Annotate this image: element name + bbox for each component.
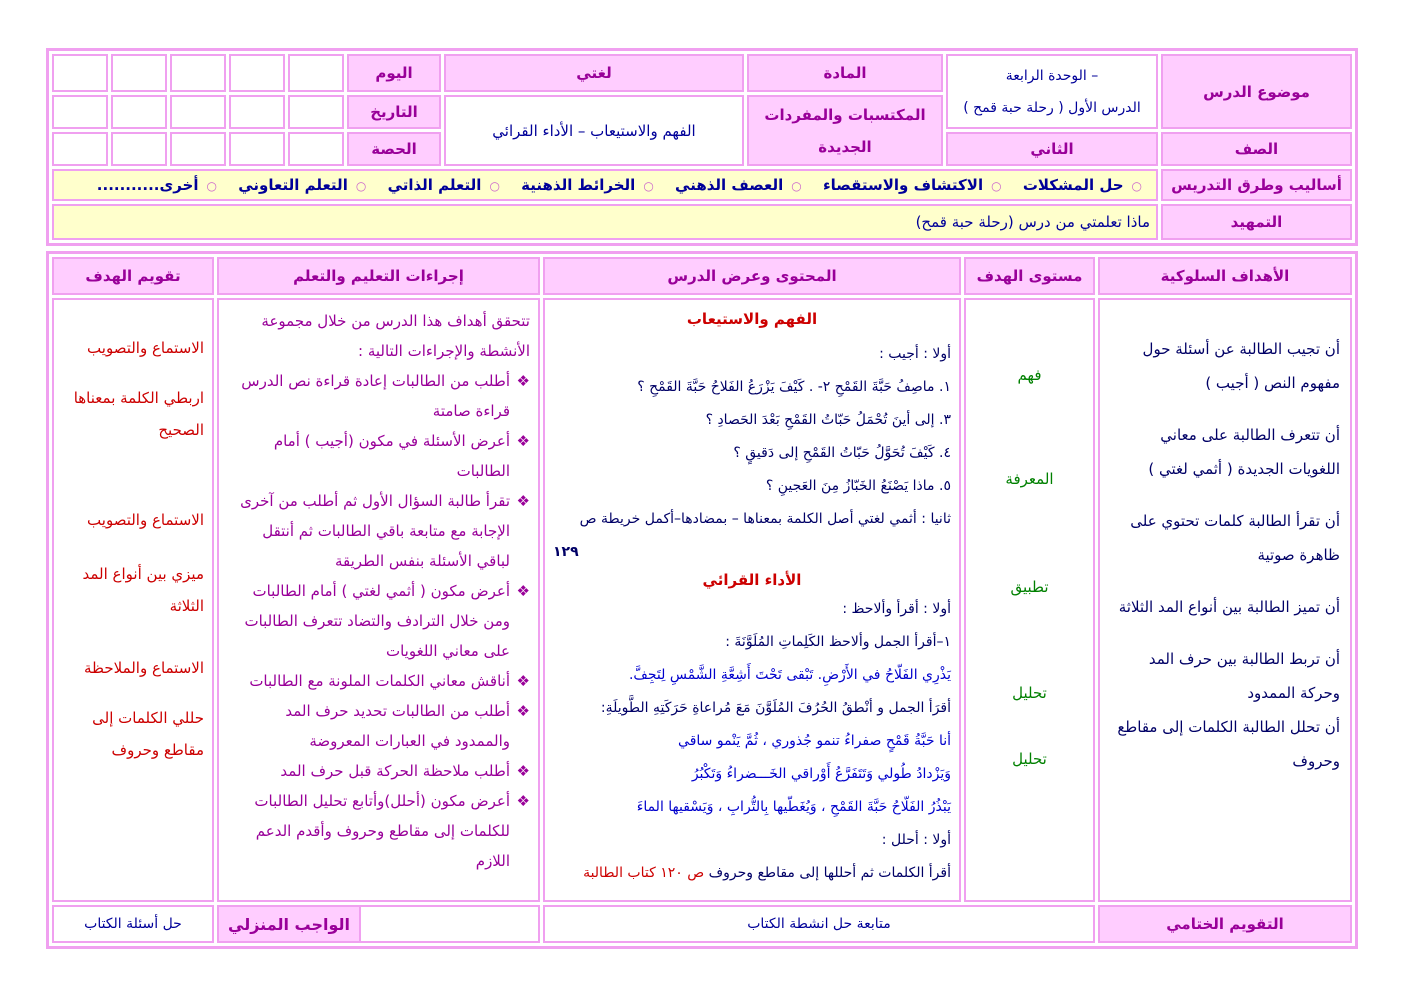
objective-item: أن تربط الطالبة بين حرف المد وحركة الممدود [1148, 650, 1340, 702]
content-line: يَذْرِي الفَلّاحُ في الأَرْضِ. تَبْقى تَحْتَ أَشِعَّةِ الشَّمْسِ لِتَجِفَّ. [628, 667, 951, 683]
evaluation-item: اربطي الكلمة بمعناها الصحيح [73, 389, 204, 439]
lesson-topic-value [946, 54, 1158, 129]
grade-label: الصف [1161, 132, 1352, 166]
level-item: تحليل [1012, 750, 1047, 768]
content-line: ٥. ماذا يَصْنَعُ الخَبّازُ مِنَ العَجينِ ؟ [765, 478, 951, 494]
method-option: ○التعلم الذاتي [387, 176, 500, 194]
level-item: تطبيق [1010, 578, 1049, 596]
final-eval-label: التقويم الختامي [1098, 905, 1352, 943]
radio-circle-icon: ○ [991, 179, 1002, 193]
evaluation-cell [52, 298, 214, 902]
method-option: ○التعلم التعاوني [238, 176, 367, 194]
lesson-topic-label: موضوع الدرس [1161, 54, 1352, 129]
content-line: أولا : أقرأ وألاحظ : [842, 601, 951, 617]
col-header-objectives: الأهداف السلوكية [1098, 257, 1352, 295]
empty-cell [52, 132, 108, 166]
procedure-item: ❖ أطلب ملاحظة الحركة قبل حرف المد [227, 756, 530, 786]
procedure-item: ❖ أعرض مكون (أحلل)وأتابع تحليل الطالبات للكلمات إلى مقاطع وحروف وأقدم الدعم اللازم [227, 786, 530, 876]
procedure-item: ❖ أناقش معاني الكلمات الملونة مع الطالبات [227, 666, 530, 696]
homework-value-cont [361, 907, 538, 941]
method-option: ○أخرى........... [96, 176, 217, 194]
procedure-item: ❖ أعرض الأسئلة في مكون (أجيب ) أمام الطالبات [227, 426, 530, 486]
subject-value: لغتي [444, 54, 744, 92]
procedures-cell [217, 298, 540, 902]
objective-item: أن تتعرف الطالبة على معاني اللغويات الجديدة ( أثمي لغتي ) [1148, 426, 1340, 478]
col-header-content: المحتوى وعرض الدرس [543, 257, 961, 295]
empty-cell [52, 95, 108, 129]
homework-label: الواجب المنزلي [219, 907, 361, 941]
empty-cell [288, 95, 344, 129]
radio-circle-icon: ○ [206, 179, 217, 193]
day-label: اليوم [347, 54, 441, 92]
empty-cell [170, 54, 226, 92]
evaluation-item: الاستماع والملاحظة [84, 659, 204, 677]
evaluation-item: ميزي بين أنواع المد الثلاثة [82, 565, 204, 615]
radio-circle-icon: ○ [791, 179, 802, 193]
method-option: ○الاكتشاف والاستقصاء [823, 176, 1002, 194]
lesson-body-table [46, 251, 1358, 949]
level-item: المعرفة [1005, 470, 1054, 488]
objective-item: أن تحلل الطالبة الكلمات إلى مقاطع وحروف [1117, 718, 1340, 770]
lesson-header-table [46, 48, 1358, 246]
content-line: يَبْذُرُ الفَلّاحُ حَبَّةَ القَمْحِ ، وَيُغَطّيها بِالتُّرابِ ، وَيَسْقيها الماءَ [636, 799, 951, 815]
level-item: تحليل [1012, 684, 1047, 702]
evaluation-item: الاستماع والتصويب [87, 339, 204, 357]
period-label: الحصة [347, 132, 441, 166]
objective-item: أن تقرأ الطالبة كلمات تحتوي على ظاهرة صوتية [1130, 512, 1340, 564]
content-line: أولا : أحلل : [881, 832, 951, 848]
section-title-comprehension: الفهم والاستيعاب [686, 310, 818, 328]
objective-item: أن تجيب الطالبة عن أسئلة حول مفهوم النص ( أجيب ) [1142, 340, 1340, 392]
methods-label: أساليب وطرق التدريس [1161, 169, 1352, 201]
content-line: وَيَزْدادُ طُولي وَتَتَفَرَّعُ أَوْراقي الخَـــضراءُ وَتَكْبُرُ [691, 766, 951, 782]
levels-cell [964, 298, 1095, 902]
date-label: التاريخ [347, 95, 441, 129]
vocab-label: المكتسبات والمفردات الجديدة [747, 95, 943, 166]
content-line: ١. ماصِفُ حَبَّةَ القَمْحِ ٢- . كَيْفَ يَزْرَعُ الفَلاحُ حَبَّةَ القَمْحِ ؟ [637, 379, 951, 395]
homework-value: حل أسئلة الكتاب [52, 905, 214, 943]
objective-item: أن تميز الطالبة بين أنواع المد الثلاثة [1118, 598, 1340, 616]
teaching-methods [52, 169, 1158, 201]
col-header-procedures: إجراءات التعليم والتعلم [217, 257, 540, 295]
col-header-evaluation: تقويم الهدف [52, 257, 214, 295]
homework-row [217, 905, 540, 943]
radio-circle-icon: ○ [643, 179, 654, 193]
empty-cell [52, 54, 108, 92]
content-line: ١–أقرأ الجمل وألاحظ الكَلِماتِ المُلَوَّنَةَ : [725, 634, 951, 650]
content-cell [543, 298, 961, 902]
content-line: ٣. إلى أينَ تُحْمَلُ حَبّاتُ القَمْحِ بَعْدَ الحَصادِ ؟ [705, 412, 951, 428]
final-eval-value: متابعة حل انشطة الكتاب [543, 905, 1095, 943]
empty-cell [111, 132, 167, 166]
content-page-ref: ص ١٢٠ كتاب الطالبة [583, 865, 705, 881]
method-option: ○العصف الذهني [675, 176, 802, 194]
subject-label: المادة [747, 54, 943, 92]
method-option: ○حل المشكلات [1022, 176, 1142, 194]
empty-cell [170, 132, 226, 166]
content-line: ١٢٩ [553, 544, 579, 560]
intro-value: ماذا تعلمتي من درس (رحلة حبة قمح) [52, 204, 1158, 240]
procedures-intro: تتحقق أهداف هذا الدرس من خلال مجموعة الأنشطة والإجراءات التالية : [261, 312, 530, 360]
vocab-value: الفهم والاستيعاب – الأداء القرائي [444, 95, 744, 166]
procedure-item: ❖ أطلب من الطالبات تحديد حرف المد والممدود في العبارات المعروضة [227, 696, 530, 756]
method-option: ○الخرائط الذهنية [521, 176, 654, 194]
empty-cell [229, 95, 285, 129]
content-line: أولا : أجيب : [879, 346, 951, 362]
procedure-item: ❖ أطلب من الطالبات إعادة قراءة نص الدرس قراءة صامتة [227, 366, 530, 426]
intro-label: التمهيد [1161, 204, 1352, 240]
section-title-reading: الأداء القرائي [702, 571, 802, 589]
col-header-level: مستوى الهدف [964, 257, 1095, 295]
content-line: ثانيا : أثمي لغتي أصل الكلمة بمعناها – بمضادها–أكمل خريطة ص [579, 511, 951, 527]
empty-cell [288, 54, 344, 92]
content-line: أقرَأ الجمل و أنْطقُ الحُرُفَ المُلَوَّنَ مَعَ مُراعاةِ حَرَكَتِهِ الطَّويلَةِ: [600, 700, 951, 716]
objectives-cell [1098, 298, 1352, 902]
evaluation-item: الاستماع والتصويب [87, 511, 204, 529]
empty-cell [111, 95, 167, 129]
empty-cell [170, 95, 226, 129]
grade-value: الثاني [946, 132, 1158, 166]
empty-cell [111, 54, 167, 92]
empty-cell [229, 132, 285, 166]
radio-circle-icon: ○ [1131, 179, 1142, 193]
lesson-topic-line1: الوحدة الرابعة – [1005, 67, 1099, 84]
content-line-text: أقرأ الكلمات ثم أحللها إلى مقاطع وحروف [708, 865, 951, 881]
empty-cell [229, 54, 285, 92]
empty-cell [288, 132, 344, 166]
radio-circle-icon: ○ [355, 179, 367, 193]
level-item: فهم [1017, 366, 1042, 384]
procedure-item: ❖ أعرض مكون ( أثمي لغتي ) أمام الطالبات ومن خلال الترادف والتضاد تتعرف الطالبات على معاني اللغويات [227, 576, 530, 666]
content-line: ٤. كَيْفَ تُحَوَّلُ حَبّاتُ القَمْحِ إلى دَقيقٍ ؟ [733, 445, 951, 461]
procedure-item: ❖ تقرأ طالبة السؤال الأول ثم أطلب من آخرى الإجابة مع متابعة باقي الطالبات ثم أنتقل لباقي الأسئلة بنفس الطريقة [227, 486, 530, 576]
content-line: أنا حَبَّةُ قَمْحٍ صفراءُ تنمو جُذوري ، ثُمَّ يَنْمو ساقي [678, 733, 951, 749]
content-line [553, 857, 951, 890]
radio-circle-icon: ○ [489, 179, 500, 193]
lesson-topic-line2: الدرس الأول ( رحلة حبة قمح ) [963, 99, 1141, 116]
evaluation-item: حللي الكلمات إلى مقاطع وحروف [92, 709, 204, 759]
